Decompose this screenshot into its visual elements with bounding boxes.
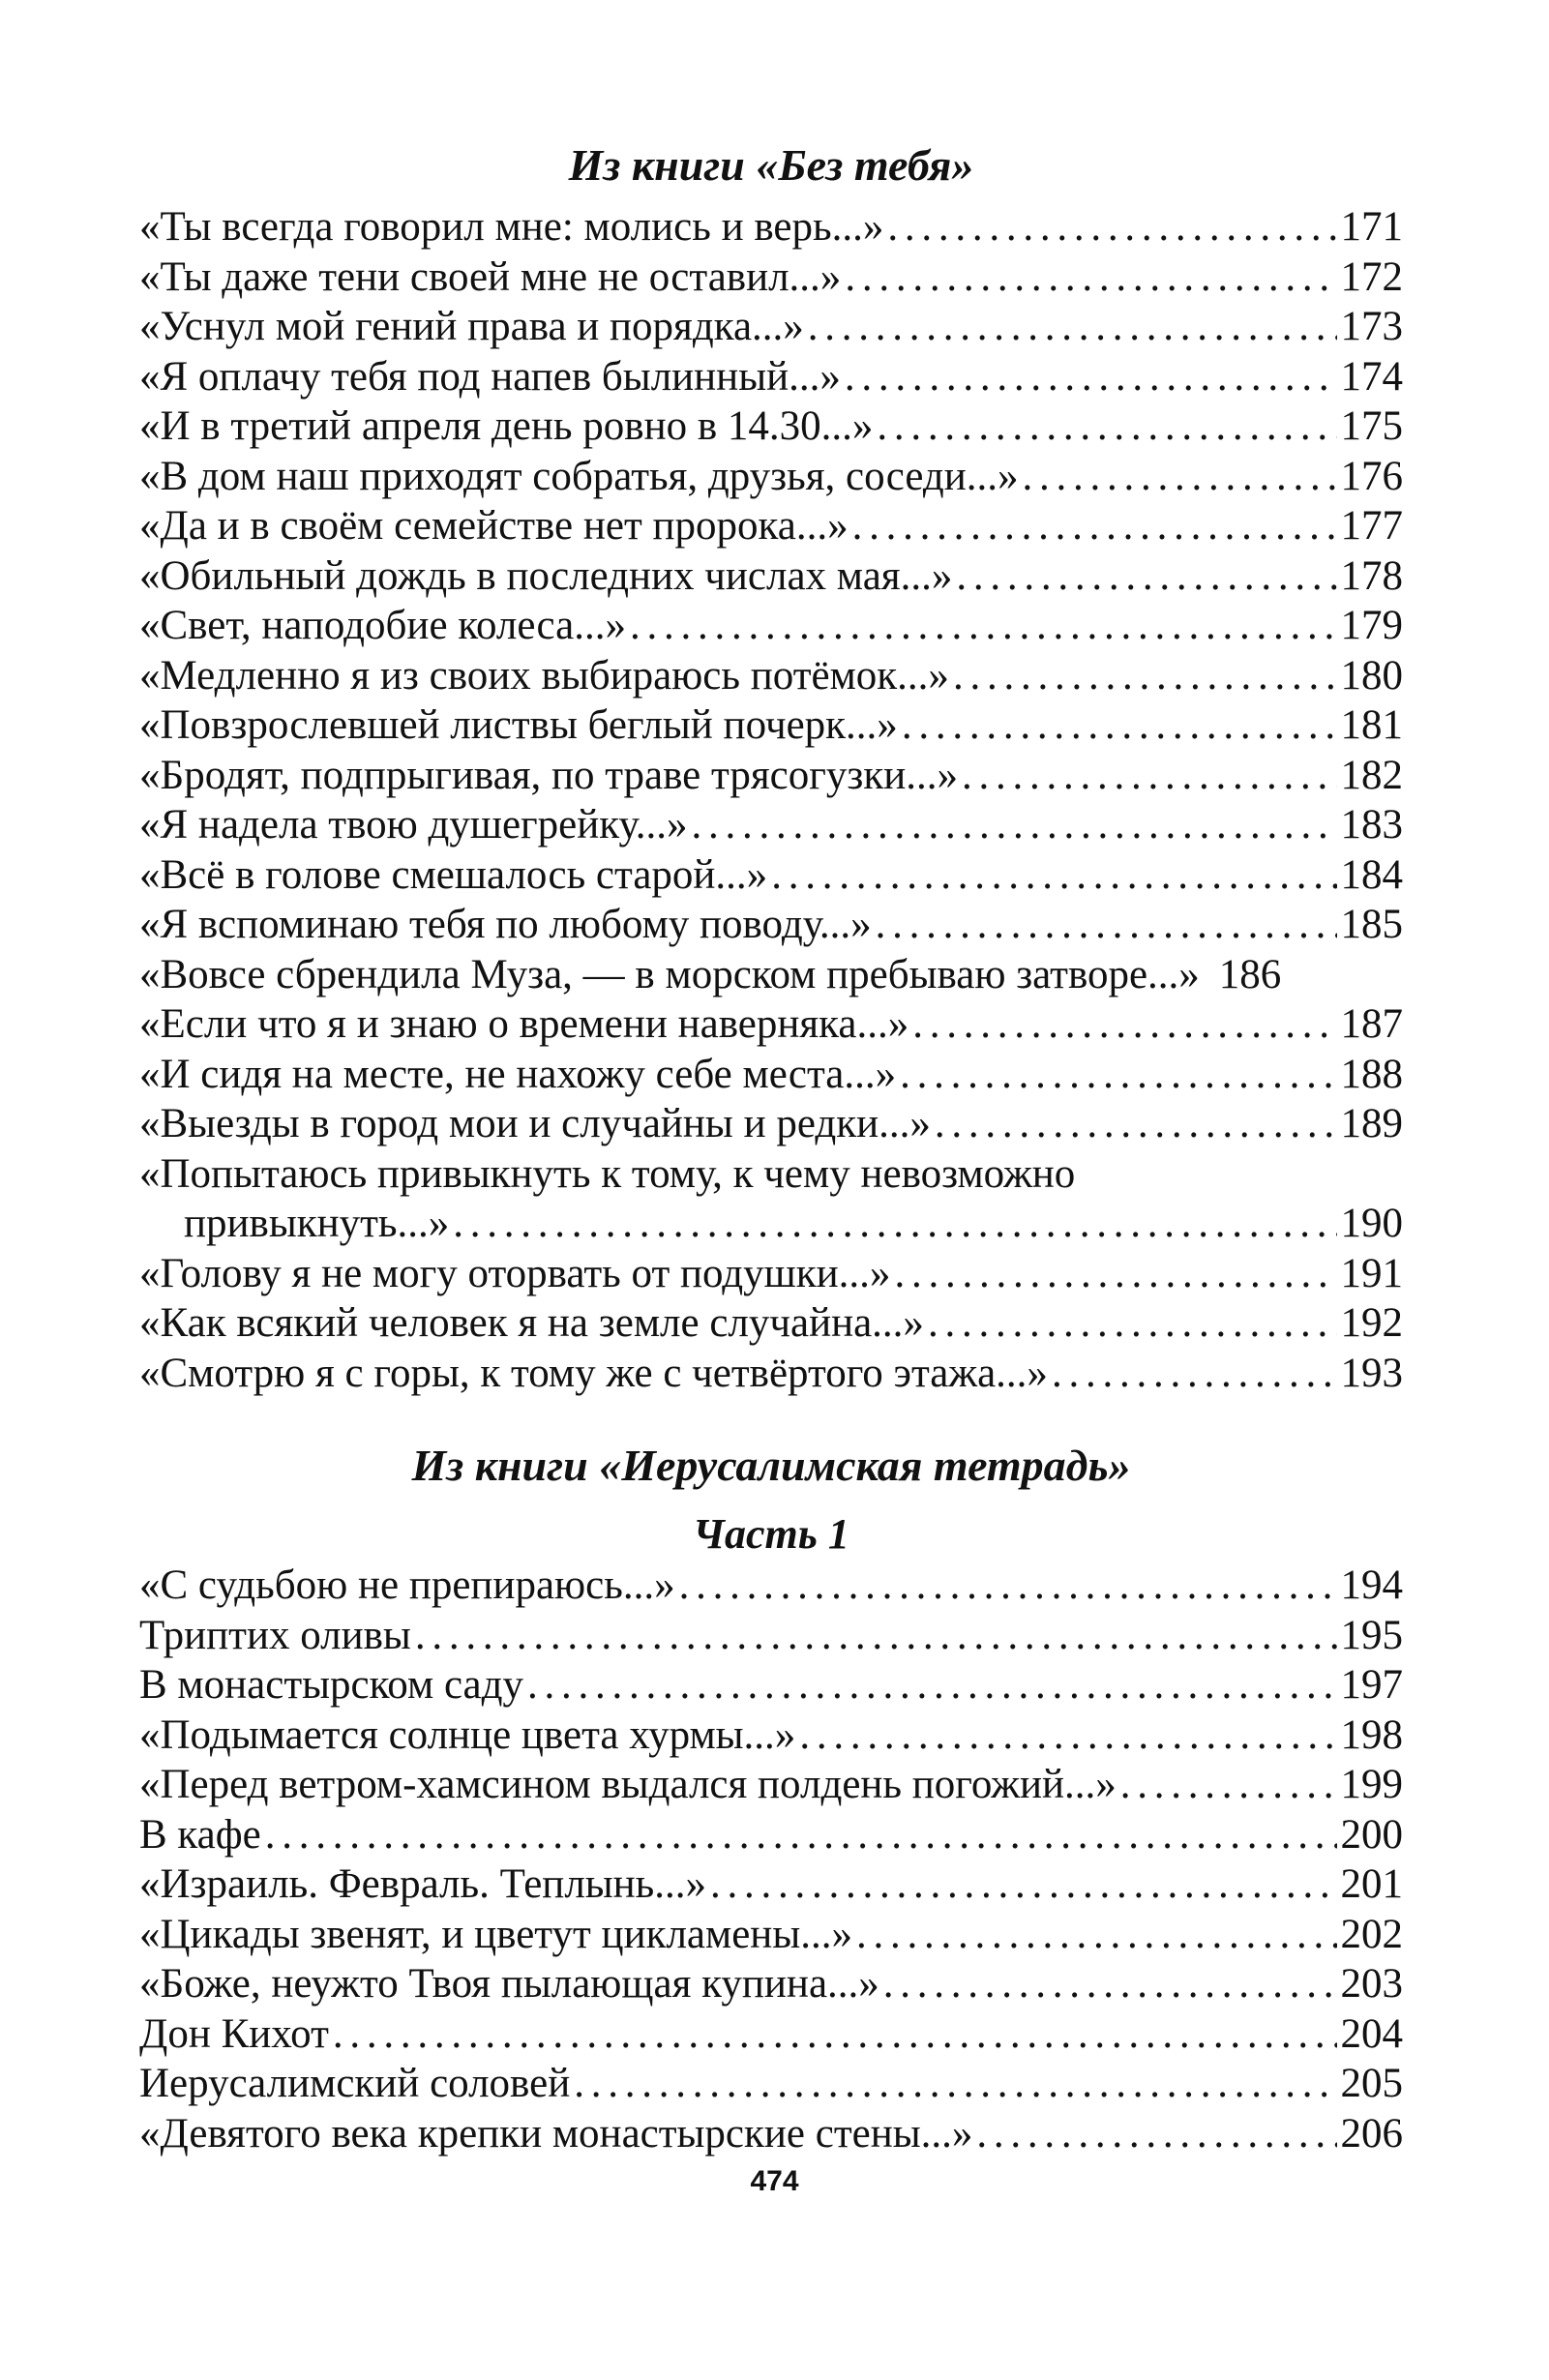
entry-title: «Боже, неужто Твоя пылающая купина...» bbox=[139, 1961, 879, 2007]
entry-title: «Девятого века крепки монастырские стены...» bbox=[139, 2110, 973, 2157]
dot-leader bbox=[852, 501, 1337, 551]
entry-page: 205 bbox=[1340, 2061, 1403, 2106]
entry-page: 174 bbox=[1340, 353, 1403, 400]
entry-title: «Израиль. Февраль. Теплынь...» bbox=[139, 1861, 707, 1907]
entry-title: «Бродят, подпрыгивая, по траве трясогузки...» bbox=[139, 752, 958, 798]
dot-leader bbox=[887, 202, 1336, 253]
entry-page: 185 bbox=[1340, 902, 1403, 947]
entry-page: 181 bbox=[1340, 702, 1403, 748]
entry-title: «В дом наш приходят собратья, друзья, соседи...» bbox=[139, 453, 1019, 499]
toc-entry bbox=[139, 1249, 1403, 1299]
toc-entry bbox=[139, 1859, 1403, 1910]
entry-title: «Вовсе сбрендила Муза, — в морском пребываю затворе...» bbox=[139, 951, 1200, 997]
page-number: 474 bbox=[750, 2165, 799, 2197]
entry-page: 202 bbox=[1340, 1911, 1403, 1957]
entry-title: «Подымается солнце цвета хурмы...» bbox=[139, 1711, 796, 1758]
dot-leader bbox=[333, 2009, 1337, 2060]
entry-page: 198 bbox=[1340, 1711, 1403, 1758]
dot-leader bbox=[799, 1711, 1336, 1761]
entry-page: 191 bbox=[1340, 1250, 1403, 1296]
entry-title: «Если что я и знаю о времени наверняка...» bbox=[139, 1001, 909, 1047]
toc-entry bbox=[139, 1611, 1403, 1661]
entry-title: «Я вспоминаю тебя по любому поводу...» bbox=[139, 902, 872, 947]
entry-title: Триптих оливы bbox=[139, 1612, 411, 1658]
section-title-bez-tebya: Из книги «Без тебя» bbox=[568, 140, 974, 190]
toc-entry bbox=[139, 1959, 1403, 2009]
entry-title: «Перед ветром-хамсином выдался полдень погожий...» bbox=[139, 1762, 1117, 1807]
entry-page: 179 bbox=[1340, 603, 1403, 648]
dot-leader bbox=[771, 850, 1336, 901]
toc-entry bbox=[139, 302, 1403, 352]
toc-entry bbox=[139, 1660, 1403, 1711]
dot-leader bbox=[845, 253, 1336, 303]
entry-page: 184 bbox=[1340, 851, 1403, 898]
toc-entry bbox=[139, 1711, 1403, 1761]
toc-entry bbox=[139, 501, 1403, 551]
toc-page bbox=[139, 0, 1403, 2158]
entry-page: 171 bbox=[1340, 204, 1403, 250]
entry-title: «Да и в своём семействе нет пророка...» bbox=[139, 503, 849, 549]
toc-entry-line2 bbox=[139, 1199, 1403, 1249]
entry-page: 186 bbox=[1218, 951, 1282, 997]
dot-leader bbox=[265, 1810, 1337, 1860]
entry-title: В кафе bbox=[139, 1811, 261, 1858]
entry-page: 182 bbox=[1340, 752, 1403, 798]
toc-entry bbox=[139, 551, 1403, 602]
dot-leader bbox=[876, 900, 1337, 950]
toc-entry bbox=[139, 1050, 1403, 1100]
dot-leader bbox=[808, 302, 1337, 352]
entry-title: Иерусалимский соловей bbox=[139, 2061, 571, 2106]
dot-leader bbox=[953, 651, 1337, 701]
entry-page: 206 bbox=[1340, 2110, 1403, 2157]
entry-title: «Медленно я из своих выбираюсь потёмок...» bbox=[139, 652, 949, 699]
entry-title: В монастырском саду bbox=[139, 1662, 524, 1708]
entry-title: привыкнуть...» bbox=[184, 1201, 450, 1246]
dot-leader bbox=[912, 999, 1336, 1050]
toc-entry bbox=[139, 2009, 1403, 2060]
entry-title: «Ты всегда говорил мне: молись и верь...» bbox=[139, 204, 884, 250]
dot-leader bbox=[710, 1859, 1336, 1910]
toc-entry bbox=[139, 1910, 1403, 1960]
entry-page: 204 bbox=[1340, 2010, 1403, 2057]
dot-leader bbox=[415, 1611, 1337, 1661]
dot-leader bbox=[630, 601, 1337, 651]
entry-page: 200 bbox=[1340, 1811, 1403, 1858]
dot-leader bbox=[976, 2109, 1336, 2159]
dot-leader bbox=[679, 1561, 1337, 1611]
toc-entry bbox=[139, 352, 1403, 402]
entry-page: 189 bbox=[1340, 1101, 1403, 1146]
toc-entry bbox=[139, 751, 1403, 801]
entry-page: 188 bbox=[1340, 1051, 1403, 1097]
dot-leader bbox=[962, 751, 1337, 801]
entry-page: 176 bbox=[1340, 453, 1403, 499]
toc-entry bbox=[139, 1810, 1403, 1860]
toc-entry bbox=[139, 1099, 1403, 1149]
toc-entry bbox=[139, 402, 1403, 452]
toc-entry bbox=[139, 700, 1403, 751]
entry-title: «Обильный дождь в последних числах мая...» bbox=[139, 552, 953, 599]
entry-title: «И в третий апреля день ровно в 14.30...» bbox=[139, 403, 874, 449]
toc-entry bbox=[139, 2059, 1403, 2109]
entry-title: «Всё в голове смешалось старой...» bbox=[139, 851, 768, 898]
toc-entry bbox=[139, 1349, 1403, 1399]
toc-entry bbox=[139, 1298, 1403, 1349]
entry-page: 199 bbox=[1340, 1762, 1403, 1807]
dot-leader bbox=[1052, 1349, 1337, 1399]
entry-title: «С судьбою не препираюсь...» bbox=[139, 1562, 675, 1608]
dot-leader bbox=[574, 2059, 1336, 2109]
dot-leader bbox=[956, 551, 1336, 602]
entry-page: 177 bbox=[1340, 503, 1403, 549]
dot-leader bbox=[1022, 452, 1336, 502]
toc-entry bbox=[139, 850, 1403, 901]
dot-leader bbox=[1120, 1760, 1337, 1810]
entry-page: 193 bbox=[1340, 1350, 1403, 1396]
entry-page: 201 bbox=[1340, 1861, 1403, 1907]
toc-entry bbox=[139, 651, 1403, 701]
toc-entry bbox=[139, 900, 1403, 950]
entry-page: 203 bbox=[1340, 1961, 1403, 2007]
toc-entry bbox=[139, 601, 1403, 651]
dot-leader bbox=[692, 800, 1337, 850]
entry-title: «Как всякий человек я на земле случайна...» bbox=[139, 1300, 924, 1346]
entry-title: «Я оплачу тебя под напев былинный...» bbox=[139, 353, 841, 400]
entry-page: 192 bbox=[1340, 1300, 1403, 1346]
entry-page: 183 bbox=[1340, 802, 1403, 848]
entry-page: 180 bbox=[1340, 652, 1403, 699]
entry-page: 187 bbox=[1340, 1001, 1403, 1047]
dot-leader bbox=[845, 352, 1337, 402]
toc-entry bbox=[139, 950, 1403, 1000]
dot-leader bbox=[935, 1099, 1337, 1149]
entry-page: 195 bbox=[1340, 1612, 1403, 1658]
entry-page: 197 bbox=[1340, 1662, 1403, 1708]
toc-entry bbox=[139, 2109, 1403, 2159]
entry-title: «Смотрю я с горы, к тому же с четвёртого этажа...» bbox=[139, 1350, 1048, 1396]
entry-title: «Свет, наподобие колеса...» bbox=[139, 603, 626, 648]
dot-leader bbox=[883, 1959, 1337, 2009]
toc-entry bbox=[139, 1760, 1403, 1810]
toc-list-section2 bbox=[139, 1561, 1403, 2158]
entry-title: «Цикады звенят, и цветут цикламены...» bbox=[139, 1911, 852, 1957]
entry-title: «Я надела твою душегрейку...» bbox=[139, 802, 688, 848]
toc-entry bbox=[139, 999, 1403, 1050]
toc-list-section1 bbox=[139, 202, 1403, 1398]
entry-page: 178 bbox=[1340, 552, 1403, 599]
dot-leader bbox=[527, 1660, 1336, 1711]
entry-page: 173 bbox=[1340, 304, 1403, 349]
entry-page: 172 bbox=[1340, 253, 1403, 300]
entry-title: «Повзрослевшей листвы беглый почерк...» bbox=[139, 702, 898, 748]
entry-title: «Уснул мой гений права и порядка...» bbox=[139, 304, 804, 349]
dot-leader bbox=[877, 402, 1336, 452]
toc-entry bbox=[139, 452, 1403, 502]
entry-title: «И сидя на месте, не нахожу себе места...» bbox=[139, 1051, 897, 1097]
entry-page: 194 bbox=[1340, 1562, 1403, 1608]
entry-page: 175 bbox=[1340, 403, 1403, 449]
entry-title: «Ты даже тени своей мне не оставил...» bbox=[139, 253, 842, 300]
toc-entry-line1 bbox=[139, 1149, 1403, 1200]
toc-entry bbox=[139, 1561, 1403, 1611]
dot-leader bbox=[453, 1199, 1336, 1249]
entry-page: 190 bbox=[1340, 1201, 1403, 1246]
dot-leader bbox=[928, 1298, 1337, 1349]
entry-title: «Выезды в город мои и случайны и редки...» bbox=[139, 1101, 931, 1146]
section-title-ierusalimskaya-tetrad: Из книги «Иерусалимская тетрадь» bbox=[411, 1441, 1131, 1490]
entry-title: Дон Кихот bbox=[139, 2010, 329, 2057]
toc-entry bbox=[139, 253, 1403, 303]
dot-leader bbox=[894, 1249, 1336, 1299]
entry-title: «Попытаюсь привыкнуть к тому, к чему невозможно bbox=[139, 1150, 1076, 1197]
part-title: Часть 1 bbox=[693, 1510, 849, 1558]
dot-leader bbox=[902, 700, 1337, 751]
entry-title: «Голову я не могу оторвать от подушки...» bbox=[139, 1250, 891, 1296]
dot-leader bbox=[900, 1050, 1336, 1100]
dot-leader bbox=[856, 1910, 1337, 1960]
toc-entry bbox=[139, 800, 1403, 850]
toc-entry bbox=[139, 202, 1403, 253]
